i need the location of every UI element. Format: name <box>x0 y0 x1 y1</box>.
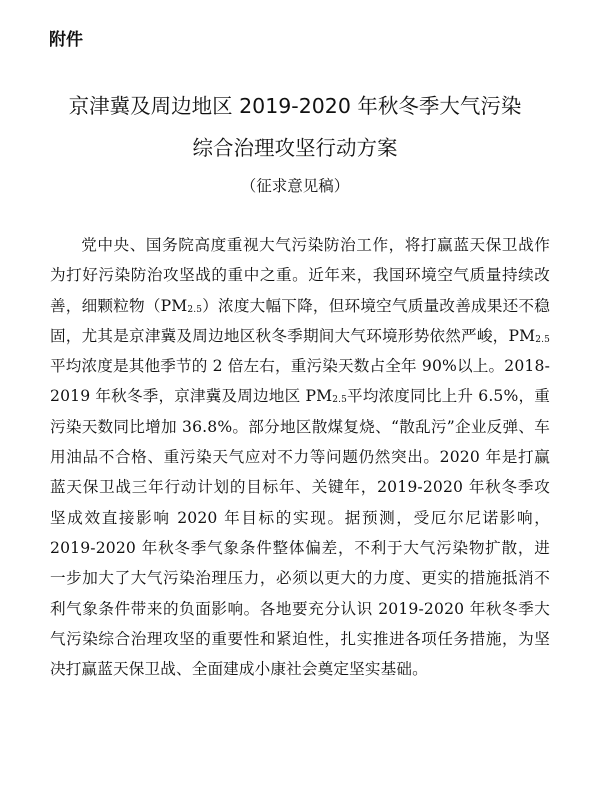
body-paragraph <box>50 230 550 684</box>
body-text-segment-1: 党中央、国务院高度重视大气污染防治工作，将打赢蓝天保卫战作为打好污染防治攻坚战的重中之重。近年来，我国环境空气质量持续改善，细颗粒物（PM <box>50 236 550 315</box>
body-text-segment-2: ）浓度大幅下降，但环境空气质量改善成果还不稳固，尤其是京津冀及周边地区秋冬季期间大气环境形势依然严峻，PM <box>50 296 550 345</box>
document-subtitle: （征求意见稿） <box>240 177 350 195</box>
document-title-line-1: 京津冀及周边地区 2019-2020 年秋冬季大气污染 <box>68 94 522 118</box>
pm-subscript: 2.5 <box>535 334 550 345</box>
pm-subscript: 2.5 <box>187 304 203 315</box>
pm-subscript: 2.5 <box>332 395 347 406</box>
document-title-line-2: 综合治理攻坚行动方案 <box>192 136 398 160</box>
body-text-segment-3: 平均浓度是其他季节的 2 倍左右，重污染天数占全年 90%以上。2018-2019 年秋冬季，京津冀及周边地区 PM <box>50 357 550 406</box>
attachment-label: 附件 <box>49 30 83 50</box>
body-text-segment-4: 平均浓度同比上升 6.5%，重污染天数同比增加 36.8%。部分地区散煤复烧、“散乱污”企业反弹、车用油品不合格、重污染天气应对不力等问题仍然突出。2020 年是打赢蓝天保卫战三年行动计划的目标年、关键年，2019-2020 年秋冬季攻坚成效直接影响 2020 年目标的实现。据预测，受厄尔尼诺影响，2019-2020 年秋冬季气象条件整体偏差，不利于大气污染物扩散，进一步加大了大气污染治理压力，必须以更大的力度、更实的措施抵消不利气象条件带来的负面影响。各地要充分认识 2019-2020 年秋冬季大气污染综合治理攻坚的重要性和紧迫性，扎实推进各项任务措施，为坚决打赢蓝天保卫战、全面建成小康社会奠定坚实基础。 <box>50 387 550 679</box>
